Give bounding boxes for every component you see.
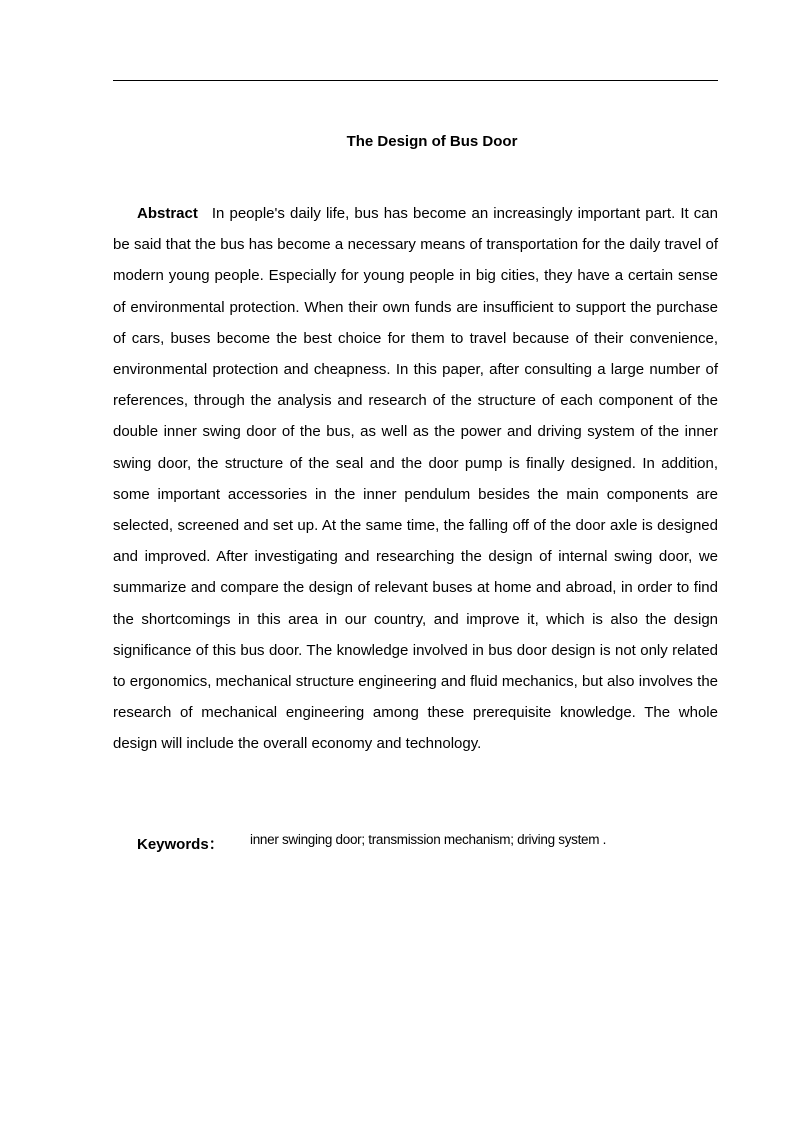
abstract-text: In people's daily life, bus has become an increasingly important part. It can be said that the bus has become a necessary means of transportation for the daily travel of modern young people. Especially for young people in big cities, they have a certain sense of environmental protection. When their own funds are insufficient to support the purchase of cars, buses become the best choice for them to travel because of their convenience, environmental protection and cheapness. In this paper, after consulting a large number of references, through the analysis and research of the structure of each component of the double inner swing door of the bus, as well as the power and driving system of the inner swing door, the structure of the seal and the door pump is finally designed. In addition, some important accessories in the inner pendulum besides the main components are selected, screened and set up. At the same time, the falling off of the door axle is designed and improved. After investigating and researching the design of internal swing door, we summarize and compare the design of relevant buses at home and abroad, in order to find the shortcomings in this area in our country, and improve it, which is also the design significance of this bus door. The knowledge involved in bus door design is not only related to ergonomics, mechanical structure engineering and fluid mechanics, but also involves the research of mechanical engineering among these prerequisite knowledge. The whole design will include the overall economy and technology. — [113, 205, 718, 753]
abstract-label: Abstract — [137, 205, 198, 222]
abstract-paragraph — [113, 198, 718, 760]
header-rule — [113, 80, 718, 81]
keywords-value: inner swinging door; transmission mechanism; driving system . — [250, 832, 607, 847]
keywords-label: Keywords： — [137, 836, 224, 853]
document-title: The Design of Bus Door — [346, 133, 518, 150]
